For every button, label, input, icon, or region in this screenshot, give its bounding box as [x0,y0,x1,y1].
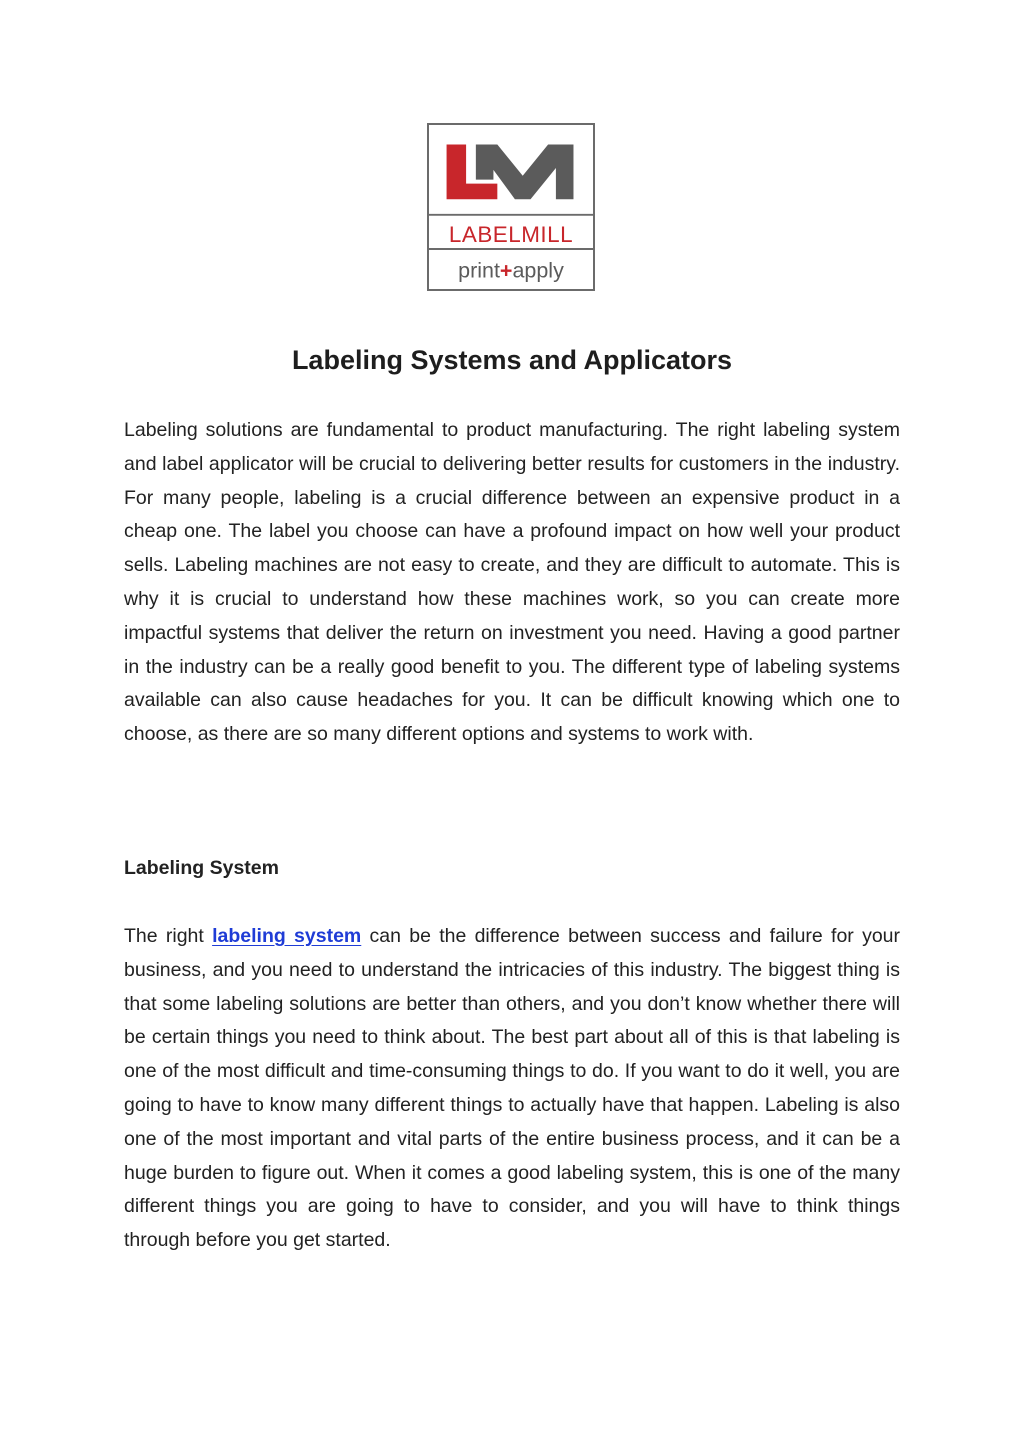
logo-tagline-plus: + [499,258,513,283]
paragraph-lead-text: The right [124,925,213,947]
logo-brand-text: LABELMILL [448,222,574,248]
labeling-system-link[interactable]: labeling system [212,925,362,947]
intro-section [124,414,900,752]
labeling-system-section [124,920,900,1258]
page-title: Labeling Systems and Applicators [291,345,733,375]
section-heading: Labeling System [124,857,279,879]
paragraph-body-text: can be the difference between success and failure for your business, and you need to understand the intricacies of this industry. The biggest thing is that some labeling solutions are better than others, and you don’t know whether there will be certain things you need to think about. The best part about all of this is that labeling is one of the most difficult and time-consuming things to do. If you want to do it well, you are going to have to know many different things to actually have that happen. Labeling is also one of the most important and vital parts of the entire business process, and it can be a huge burden to figure out. When it comes a good labeling system, this is one of the many different things you are going to have to consider, and you will have to think things through before you get started. [124,925,901,1252]
logo-tagline-print: print [458,258,500,283]
intro-paragraph: Labeling solutions are fundamental to product manufacturing. The right labeling system and label applicator will be crucial to delivering better results for customers in the industry. For many people, labeling is a crucial difference between an expensive product in a cheap one. The label you choose can have a profound impact on how well your product sells. Labeling machines are not easy to create, and they are difficult to automate. This is why it is crucial to understand how these machines work, so you can create more impactful systems that deliver the return on investment you need. Having a good partner in the industry can be a really good benefit to you. The different type of labeling systems available can also cause headaches for you. It can be difficult knowing which one to choose, as there are so many different options and systems to work with. [124,419,900,746]
logo-tagline [458,258,564,282]
logo-graphic [429,125,593,289]
labelmill-logo [427,123,595,291]
section-heading-wrap [124,852,900,886]
logo-tagline-apply: apply [512,258,564,283]
labeling-system-paragraph [124,920,900,1258]
